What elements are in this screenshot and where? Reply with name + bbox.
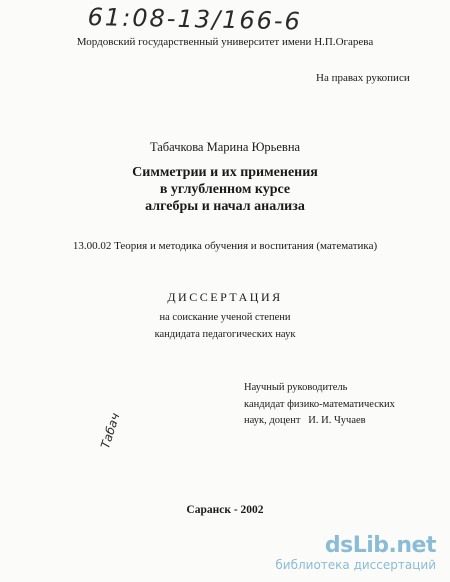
advisor-line: наук, доцент И. И. Чучаев [244, 415, 366, 426]
university-name: Мордовский государственный университет имени Н.П.Огарева [76, 36, 374, 48]
handwritten-catalog-number: 61:08-13/166-6 [87, 3, 303, 36]
handwritten-signature: Табач [98, 411, 123, 451]
author-name: Табачкова Марина Юрьевна [149, 140, 301, 154]
degree-description [0, 309, 450, 343]
title-line: алгебры и начал анализа [145, 199, 305, 214]
degree-line: на соискание ученой степени [159, 312, 291, 323]
watermark-subtitle: библиотека диссертаций [275, 558, 436, 572]
title-line: Симметрии и их применения [132, 165, 318, 180]
specialty-code: 13.00.02 Теория и методика обучения и воспитания (математика) [72, 240, 378, 252]
advisor-line: кандидат физико-математических [244, 398, 395, 410]
watermark-logo: dsLib.net [324, 533, 436, 558]
degree-line: кандидата педагогических наук [154, 329, 296, 340]
advisor-line: Научный руководитель [244, 382, 348, 393]
rights-note: На правах рукописи [316, 72, 410, 84]
city-year: Саранск - 2002 [186, 504, 264, 516]
dissertation-title [0, 164, 450, 215]
dissertation-heading: ДИССЕРТАЦИЯ [167, 290, 283, 304]
advisor-block [244, 380, 395, 430]
watermark [275, 534, 436, 572]
title-line: в углубленном курсе [159, 182, 291, 197]
